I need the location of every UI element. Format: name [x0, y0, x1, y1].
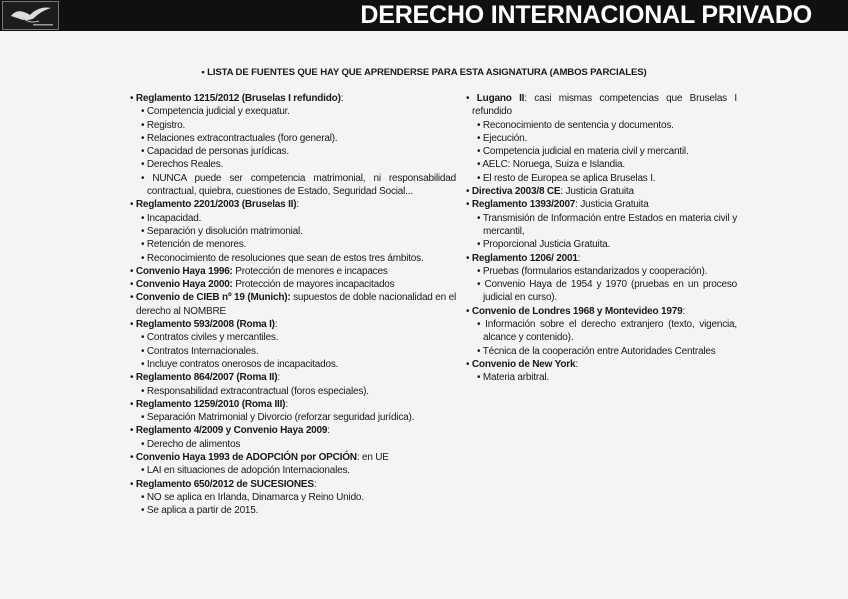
source-entry-description: : Justicia Gratuita — [575, 199, 649, 211]
source-entry-item-text: Se aplica a partir de 2015. — [146, 505, 259, 517]
source-entry-item-text: Retención de menores. — [146, 239, 247, 251]
source-entry-item: • Información sobre el derecho extranjero (texto, vigencia, alcance y contenido). — [477, 319, 737, 344]
source-entry-item-text: Responsabilidad extracontractual (foros especiales). — [146, 385, 369, 397]
source-entry-item-text: AELC: Noruega, Suiza e Islandia. — [482, 159, 625, 171]
source-entry-title: Directiva 2003/8 CE — [471, 186, 561, 198]
source-entry-item: • Reconocimiento de sentencia y documentos. — [477, 119, 674, 131]
source-entry-item: • Contratos civiles y mercantiles. — [141, 332, 279, 344]
source-entry-item-text: Ejecución. — [482, 132, 528, 144]
source-entry-item: • El resto de Europea se aplica Bruselas I. — [477, 172, 656, 184]
source-entry-description: : Justicia Gratuita — [560, 186, 634, 198]
source-entry-item-text: Transmisión de Información entre Estados en materia civil y mercantil, — [482, 212, 737, 237]
source-entry: • Convenio de Londres 1968 y Montevideo 1979: — [466, 305, 686, 317]
source-entry: • Lugano II: casi mismas competencias que Bruselas I refundido — [466, 93, 738, 118]
source-entry-item: • Se aplica a partir de 2015. — [141, 505, 259, 517]
source-entry-item-text: Contratos civiles y mercantiles. — [146, 332, 279, 344]
source-entry-item: • Pruebas (formularios estandarizados y cooperación). — [477, 265, 708, 277]
section-subtitle: • LISTA DE FUENTES QUE HAY QUE APRENDERSE PARA ESTA ASIGNATURA (AMBOS PARCIALES) — [201, 67, 647, 78]
source-entry-description: : — [340, 93, 344, 104]
source-entry-item-text: Convenio Haya de 1954 y 1970 (pruebas en un proceso judicial en curso). — [483, 279, 737, 304]
source-entry-description: Protección de menores e incapaces — [232, 265, 388, 277]
source-entry: • Reglamento 593/2008 (Roma I): — [130, 319, 278, 331]
source-entry: • Convenio Haya 1996: Protección de menores e incapaces — [130, 265, 388, 277]
source-entry-item-text: Reconocimiento de resoluciones que sean de estos tres ámbitos. — [146, 252, 424, 264]
source-entry: • Reglamento 650/2012 de SUCESIONES: — [130, 478, 317, 490]
source-entry-description: Protección de mayores incapacitados — [232, 279, 395, 291]
source-entry: • Convenio de CIEB nº 19 (Munich): supuestos de doble nacionalidad en el derecho al NOMBRE — [130, 292, 456, 317]
source-entry-item: • Proporcional Justicia Gratuita. — [477, 239, 611, 251]
source-entry-item-text: Derecho de alimentos — [146, 438, 241, 450]
source-entry-item: • Retención de menores. — [141, 239, 247, 251]
source-entry: • Convenio Haya 1993 de ADOPCIÓN por OPCIÓN: en UE — [130, 452, 389, 464]
source-entry-title: Reglamento 650/2012 de SUCESIONES — [135, 478, 314, 490]
source-entry-item-text: Derechos Reales. — [146, 159, 224, 171]
source-entry-item: • Incluye contratos onerosos de incapacitados. — [141, 358, 339, 370]
source-entry-item: • Ejecución. — [477, 132, 528, 144]
source-entry-title: Convenio Haya 2000: — [135, 279, 233, 291]
source-entry-item: • Contratos Internacionales. — [141, 345, 259, 357]
source-entry-description: : — [327, 425, 330, 437]
source-entry-title: Lugano II — [476, 93, 525, 104]
source-entry-item: • Competencia judicial y exequatur. — [141, 106, 290, 118]
source-entry-item-text: Proporcional Justicia Gratuita. — [482, 239, 611, 251]
source-entry-description: : — [274, 319, 278, 331]
source-entry-item-text: Competencia judicial en materia civil y mercantil. — [482, 146, 689, 158]
source-entry: • Convenio de New York: — [466, 358, 578, 370]
source-entry-item-text: Pruebas (formularios estandarizados y cooperación). — [482, 265, 708, 277]
right-column — [466, 92, 737, 385]
source-entry-item: • NO se aplica en Irlanda, Dinamarca y Reino Unido. — [141, 491, 364, 503]
source-entry-item: • Materia arbitral. — [477, 372, 549, 384]
source-entry-title: Convenio de New York — [471, 358, 576, 370]
source-entry-item: • NUNCA puede ser competencia matrimonial, ni responsabilidad contractual, quiebra, cuestiones de Estado, Seguridad Social... — [141, 172, 456, 198]
source-entry-description: : — [682, 305, 686, 317]
source-entry-item-text: Incluye contratos onerosos de incapacitados. — [146, 358, 339, 370]
source-entry-item: • Incapacidad. — [141, 212, 202, 224]
source-entry-item: • LAI en situaciones de adopción Internacionales. — [141, 465, 350, 477]
source-entry-description: : — [575, 358, 578, 370]
source-entry: • Reglamento 1259/2010 (Roma III): — [130, 398, 288, 410]
source-entry-description: supuestos de doble nacionalidad en el derecho al NOMBRE — [136, 292, 456, 317]
source-entry-item: • Técnica de la cooperación entre Autoridades Centrales — [477, 345, 716, 357]
source-entry-item-text: Información sobre el derecho extranjero (texto, vigencia, alcance y contenido). — [483, 319, 737, 344]
source-entry-title: Reglamento 1393/2007 — [471, 199, 576, 211]
source-entry: • Reglamento 4/2009 y Convenio Haya 2009: — [130, 425, 330, 437]
source-entry-item: • AELC: Noruega, Suiza e Islandia. — [477, 159, 625, 171]
logo — [2, 1, 59, 30]
source-entry-item: • Reconocimiento de resoluciones que sean de estos tres ámbitos. — [141, 252, 424, 264]
source-entry-item-text: NO se aplica en Irlanda, Dinamarca y Reino Unido. — [146, 491, 364, 503]
source-entry-item-text: LAI en situaciones de adopción Internacionales. — [146, 465, 350, 477]
source-entry-item-text: NUNCA puede ser competencia matrimonial, ni responsabilidad contractual, quiebra, cuestiones de Estado, Seguridad Social... — [147, 172, 456, 198]
source-entry: • Reglamento 1393/2007: Justicia Gratuita — [466, 199, 649, 211]
source-entry-item-text: Contratos Internacionales. — [146, 345, 259, 357]
source-entry: • Directiva 2003/8 CE: Justicia Gratuita — [466, 186, 634, 198]
source-entry-item: • Capacidad de personas jurídicas. — [141, 146, 289, 158]
source-entry-item-text: Incapacidad. — [146, 212, 202, 224]
source-entry-item: • Derechos Reales. — [141, 159, 224, 171]
source-entry-description: : — [296, 199, 299, 211]
source-entry-item-text: Registro. — [146, 119, 186, 131]
source-entry-item: • Registro. — [141, 119, 186, 131]
source-entry-item-text: Materia arbitral. — [482, 372, 549, 384]
source-entry-item: • Relaciones extracontractuales (foro general). — [141, 132, 338, 144]
page-title: DERECHO INTERNACIONAL PRIVADO — [360, 1, 812, 29]
source-entry-item-text: Separación Matrimonial y Divorcio (reforzar seguridad jurídica). — [146, 412, 415, 424]
source-entry-item-text: Técnica de la cooperación entre Autoridades Centrales — [482, 345, 716, 357]
header-bar — [0, 0, 848, 31]
source-entry-item: • Derecho de alimentos — [141, 438, 241, 450]
source-entry: • Reglamento 1215/2012 (Bruselas I refundido): — [130, 93, 344, 104]
source-entry-title: Reglamento 4/2009 y Convenio Haya 2009 — [135, 425, 328, 437]
source-entry-item-text: Capacidad de personas jurídicas. — [146, 146, 289, 158]
source-entry: • Reglamento 2201/2003 (Bruselas II): — [130, 199, 299, 211]
source-entry: • Convenio Haya 2000: Protección de mayores incapacitados — [130, 279, 395, 291]
source-entry-item: • Responsabilidad extracontractual (foros especiales). — [141, 385, 369, 397]
source-entry-item-text: Relaciones extracontractuales (foro general). — [146, 132, 338, 144]
source-entry-item-text: Competencia judicial y exequatur. — [146, 106, 290, 118]
source-entry-title: Reglamento 1259/2010 (Roma III) — [135, 398, 286, 410]
source-entry-title: Convenio Haya 1993 de ADOPCIÓN por OPCIÓN — [135, 452, 357, 464]
source-entry-title: Reglamento 593/2008 (Roma I) — [135, 319, 275, 331]
source-entry-description: : casi mismas competencias que Bruselas I refundido — [472, 93, 738, 118]
source-entry-title: Reglamento 2201/2003 (Bruselas II) — [135, 199, 297, 211]
source-entry-description: : en UE — [356, 452, 389, 464]
source-entry-item-text: El resto de Europea se aplica Bruselas I. — [482, 172, 656, 184]
source-entry: • Reglamento 864/2007 (Roma II): — [130, 372, 280, 384]
source-entry-description: : — [277, 372, 280, 384]
source-entry-title: Convenio de CIEB nº 19 (Munich): — [135, 292, 291, 304]
source-entry-item: • Separación y disolución matrimonial. — [141, 225, 303, 237]
bird-logo-icon — [3, 2, 58, 29]
source-entry-title: Convenio Haya 1996: — [135, 265, 233, 277]
source-entry-item: • Convenio Haya de 1954 y 1970 (pruebas en un proceso judicial en curso). — [477, 279, 737, 304]
source-entry-title: Reglamento 864/2007 (Roma II) — [135, 372, 278, 384]
source-entry: • Reglamento 1206/ 2001: — [466, 252, 581, 264]
source-entry-item: • Competencia judicial en materia civil y mercantil. — [477, 146, 689, 158]
source-entry-description: : — [285, 398, 288, 410]
source-entry-title: Convenio de Londres 1968 y Montevideo 1979 — [471, 305, 683, 317]
source-entry-item: • Separación Matrimonial y Divorcio (reforzar seguridad jurídica). — [141, 412, 415, 424]
source-entry-item: • Transmisión de Información entre Estados en materia civil y mercantil, — [477, 212, 737, 237]
source-entry-title: Reglamento 1215/2012 (Bruselas I refundido) — [135, 93, 341, 104]
source-entry-item-text: Separación y disolución matrimonial. — [146, 225, 303, 237]
left-column — [130, 92, 456, 518]
source-entry-item-text: Reconocimiento de sentencia y documentos. — [482, 119, 674, 131]
source-entry-description: : — [577, 252, 581, 264]
source-entry-title: Reglamento 1206/ 2001 — [471, 252, 578, 264]
source-entry-description: : — [313, 478, 317, 490]
